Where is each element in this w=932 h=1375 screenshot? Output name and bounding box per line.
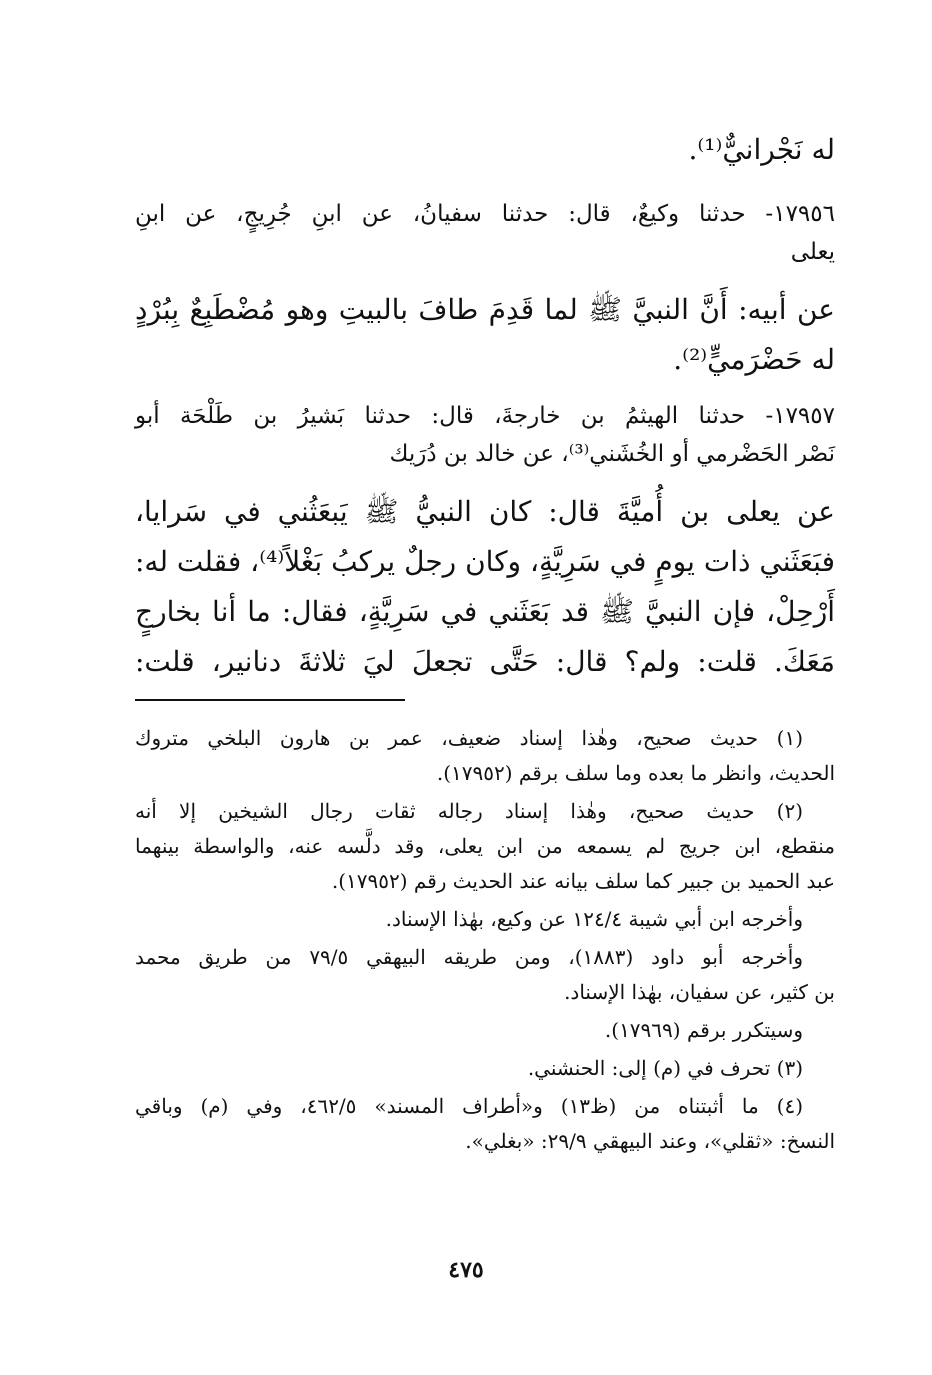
text-line: يعلى: [790, 239, 835, 265]
footnote-line: وأخرجه ابن أبي شيبة ١٢٤/٤ عن وكيع، بهٰذا الإسناد.: [385, 907, 803, 931]
footnote-line: النسخ: «ثقلي»، وعند البيهقي ٢٩/٩: «بغلي».: [465, 1129, 835, 1153]
footnote-line: وأخرجه أبو داود (١٨٨٣)، ومن طريقه البيهقي ٧٩/٥ من طريق محمد: [135, 945, 803, 969]
footnote-4: [135, 1089, 835, 1159]
continuation-line: [135, 125, 835, 175]
text-line: نَصْر الحَضْرمي أو الخُشَني⁽³⁾، عن خالد بن دُرَيك: [389, 441, 835, 467]
text-line: ١٧٩٥٧- حدثنا الهيثمُ بن خارجةَ، قال: حدثنا بَشيرُ بن طَلْحَة أبو: [135, 403, 835, 429]
footnote-line: (٢) حديث صحيح، وهٰذا إسناد رجاله ثقات رجال الشيخين إلا أنه: [135, 799, 803, 823]
footnote-2-takhrij-2: [135, 940, 835, 1010]
text-line: ١٧٩٥٦- حدثنا وكيعٌ، قال: حدثنا سفيانُ، عن ابنِ جُرِيجٍ، عن ابنِ: [135, 201, 835, 227]
footnote-line: (٤) ما أثبتناه من (ظ١٣) و«أطراف المسند» ٤٦٢/٥، وفي (م) وباقي: [135, 1094, 804, 1118]
hadith-17956-isnad: [135, 195, 835, 271]
hadith-17956-matn: [135, 285, 835, 385]
text-line: عن يعلى بن أُميَّةَ قال: كان النبيُّ ﷺ يَبعَثُني في سَرايا،: [135, 495, 835, 528]
footnote-line: عبد الحميد بن جبير كما سلف بيانه عند الحديث رقم (١٧٩٥٢).: [331, 869, 835, 893]
page-body: [135, 125, 835, 1162]
footnote-line: منقطع، ابن جريج لم يسمعه من ابن يعلى، وقد دلَّسه عنه، والواسطة بينهما: [135, 834, 835, 858]
hadith-17957-isnad: [135, 397, 835, 473]
footnote-2: [135, 794, 835, 899]
footnote-2-takhrij-1: [135, 902, 835, 937]
footnote-line: الحديث، وانظر ما بعده وما سلف برقم (١٧٩٥٢).: [436, 761, 835, 785]
text-line: له حَضْرَميٍّ⁽²⁾.: [673, 343, 835, 376]
footnote-1: [135, 721, 835, 791]
footnote-line: (٣) تحرف في (م) إلى: الحنشني.: [527, 1056, 803, 1080]
footnote-2-cross-ref: [135, 1013, 835, 1048]
text-line: عن أبيه: أَنَّ النبيَّ ﷺ لما قَدِمَ طافَ بالبيتِ وهو مُضْطَبِعٌ بِبُرْدٍ: [135, 293, 835, 326]
page-number: ٤٧٥: [448, 1257, 484, 1283]
footnote-line: (١) حديث صحيح، وهٰذا إسناد ضعيف، عمر بن هارون البلخي متروك: [135, 726, 803, 750]
footnote-separator-wrap: [135, 699, 835, 701]
footnotes: [135, 721, 835, 1159]
footnote-separator: [135, 699, 405, 701]
text-line: أَرْحِلْ، فإن النبيَّ ﷺ قد بَعَثَني في سَرِيَّةٍ، فقال: ما أنا بخارجٍ: [135, 595, 835, 628]
footnote-line: وسيتكرر برقم (١٧٩٦٩).: [604, 1018, 803, 1042]
footnote-line: بن كثير، عن سفيان، بهٰذا الإسناد.: [564, 980, 835, 1004]
hadith-17957-matn: [135, 487, 835, 687]
footnote-3: [135, 1051, 835, 1086]
text-line: مَعَكَ. قلت: ولم؟ قال: حَتَّى تجعلَ ليَ ثلاثةَ دنانير، قلت:: [135, 645, 835, 678]
text-line: فبَعَثَني ذات يومٍ في سَرِيَّةٍ، وكان رجلٌ يركبُ بَغْلاً⁽⁴⁾، فقلت له:: [135, 545, 835, 578]
text-line: له نَجْرانيٌّ⁽¹⁾.: [688, 133, 835, 166]
